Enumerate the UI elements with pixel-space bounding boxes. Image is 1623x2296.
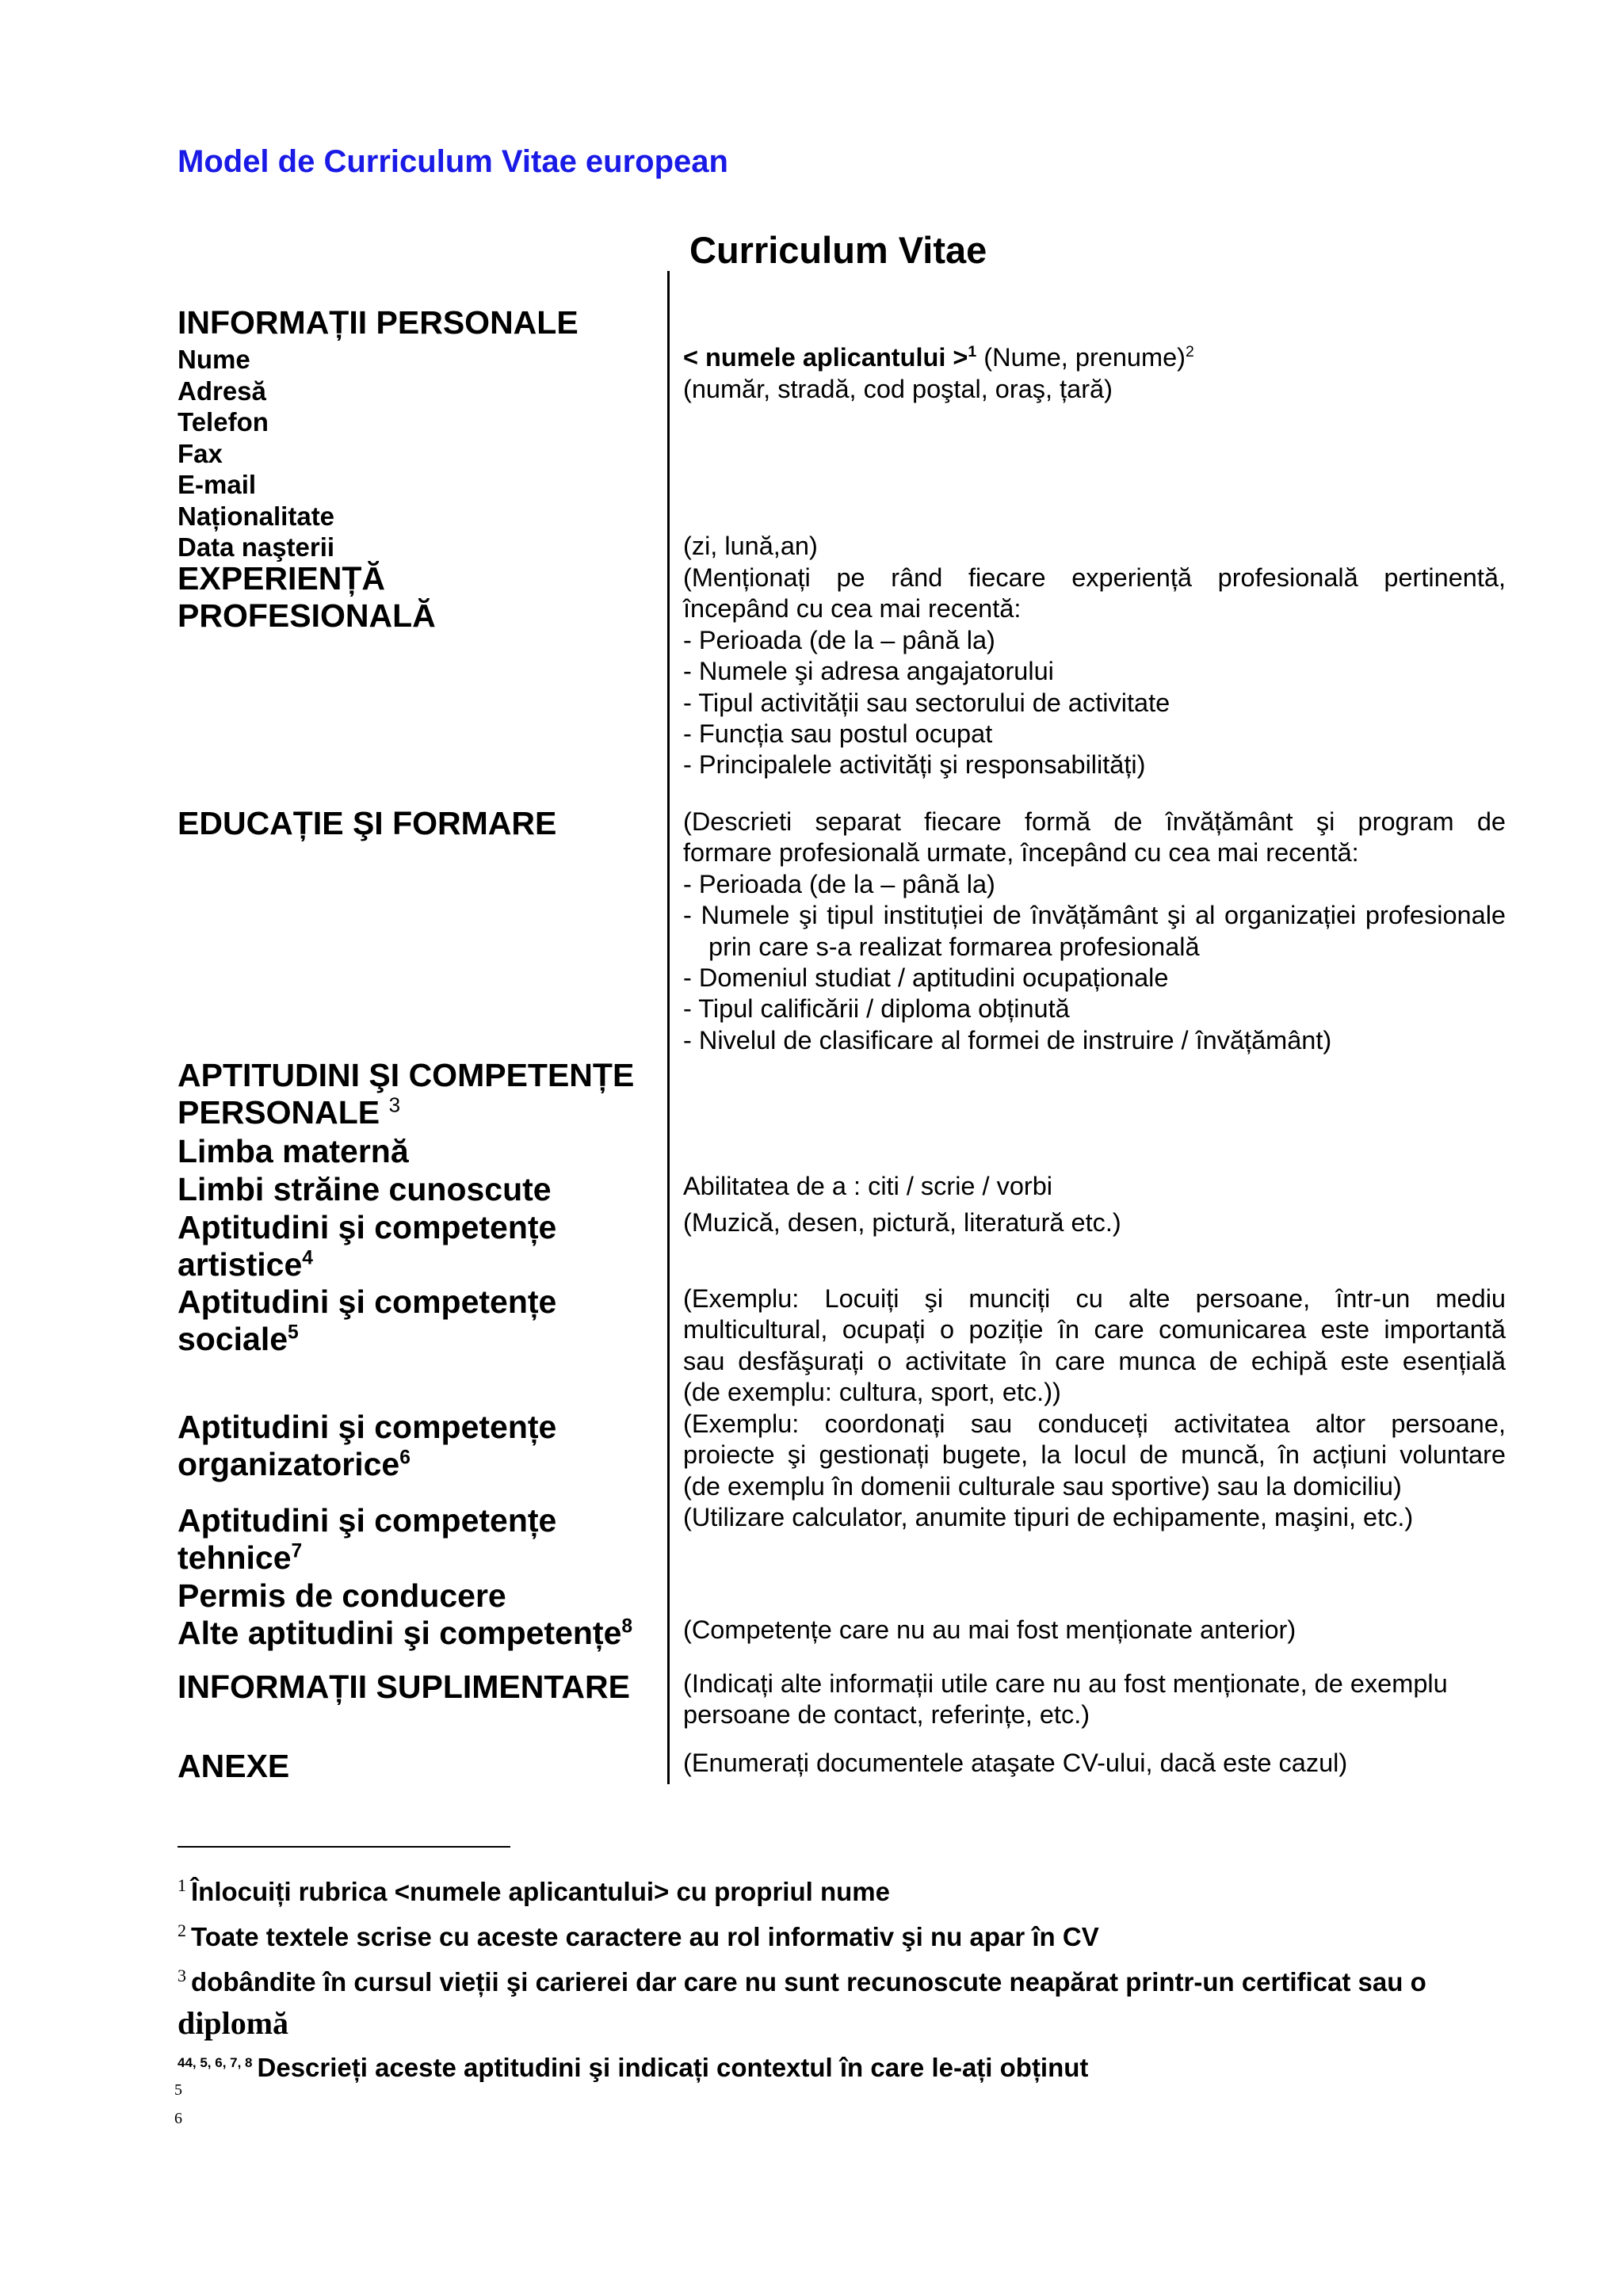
education-item: - Tipul calificării / diploma obținută xyxy=(683,994,1070,1024)
education-item: - Numele şi tipul instituției de învățământ şi al organizației profesionale prin care s-a realizat formarea profesională xyxy=(683,901,1506,961)
label-technical-line1: Aptitudini şi competențe xyxy=(178,1502,557,1539)
label-fax: Fax xyxy=(178,439,223,468)
education-item: - Domeniul studiat / aptitudini ocupaționale xyxy=(683,963,1169,993)
label-name: Nume xyxy=(178,345,250,374)
experience-item: - Funcția sau postul ocupat xyxy=(683,719,993,749)
social-line1: (Exemplu: Locuiți şi munciți cu alte persoane, într-un mediu xyxy=(683,1284,1506,1313)
footnote-2-text: Toate textele scrise cu aceste caractere au rol informativ şi nu apar în CV xyxy=(191,1922,1099,1951)
section-experience-line2: PROFESIONALĂ xyxy=(178,597,436,634)
value-name xyxy=(683,342,1506,373)
footnote-2 xyxy=(178,1915,1099,1953)
social-line2: multicultural, ocupați o poziție în care comunicarea este importantă xyxy=(683,1315,1506,1344)
footnote-3-number: 3 xyxy=(178,1966,186,1985)
other-footnote-ref: 8 xyxy=(621,1615,633,1638)
footnote-2-number: 2 xyxy=(178,1920,186,1940)
footnote-3-text: dobândite în cursul vieții şi carierei dar care nu sunt recunoscute neapărat printr-un certificat sau o xyxy=(191,1967,1426,1997)
label-social-skills xyxy=(178,1283,556,1358)
label-email: E-mail xyxy=(178,470,257,499)
label-artistic-line1: Aptitudini şi competențe xyxy=(178,1209,557,1245)
name-footnote-ref-2: 2 xyxy=(1185,343,1194,361)
footnote-4 xyxy=(178,2047,1088,2084)
label-phone: Telefon xyxy=(178,407,269,437)
label-foreign-languages: Limbi străine cunoscute xyxy=(178,1171,552,1207)
label-artistic-line2: artistice xyxy=(178,1246,303,1283)
page-heading: Model de Curriculum Vitae european xyxy=(178,144,728,179)
label-organizational-line2: organizatorice xyxy=(178,1446,400,1482)
label-technical-line2: tehnice xyxy=(178,1539,292,1576)
value-foreign-languages: Abilitatea de a : citi / scrie / vorbi xyxy=(683,1172,1053,1200)
label-driving-license: Permis de conducere xyxy=(178,1577,506,1614)
label-nationality: Naționalitate xyxy=(178,502,335,531)
label-technical-skills xyxy=(178,1502,556,1577)
footnote-1-number: 1 xyxy=(178,1875,186,1895)
label-birthdate: Data naşterii xyxy=(178,532,335,562)
education-intro-line1: (Descrieti separat fiecare formă de învățământ şi program de xyxy=(683,807,1506,836)
value-annexes: (Enumerați documentele ataşate CV-ului, dacă este cazul) xyxy=(683,1749,1348,1777)
section-skills xyxy=(178,1057,634,1131)
experience-item: - Tipul activității sau sectorului de activitate xyxy=(683,688,1170,717)
label-organizational-line1: Aptitudini şi competențe xyxy=(178,1409,557,1445)
footnote-6-marker: 6 xyxy=(174,2110,182,2127)
section-experience-line1: EXPERIENȚĂ xyxy=(178,560,385,597)
experience-item: - Perioada (de la – până la) xyxy=(683,625,995,654)
value-experience xyxy=(683,563,1506,781)
experience-intro-line1: (Menționați pe rând fiecare experiență profesională pertinentă, xyxy=(683,563,1506,592)
additional-line2: persoane de contact, referințe, etc.) xyxy=(683,1700,1090,1730)
cv-title: Curriculum Vitae xyxy=(689,229,987,271)
column-divider xyxy=(667,271,670,1784)
section-additional-info: INFORMAȚII SUPLIMENTARE xyxy=(178,1669,630,1705)
organizational-footnote-ref: 6 xyxy=(399,1447,411,1469)
technical-footnote-ref: 7 xyxy=(291,1540,303,1562)
footnote-5-marker: 5 xyxy=(174,2081,182,2099)
name-footnote-ref-1: 1 xyxy=(968,343,977,361)
label-other-text: Alte aptitudini şi competențe xyxy=(178,1615,622,1651)
value-artistic-skills: (Muzică, desen, pictură, literatură etc.) xyxy=(683,1208,1121,1237)
value-education xyxy=(683,807,1506,1056)
value-other-skills: (Competențe care nu au mai fost menționate anterior) xyxy=(683,1615,1296,1644)
section-skills-line2: PERSONALE xyxy=(178,1094,380,1131)
additional-line1: (Indicați alte informații utile care nu au fost menționate, de exemplu xyxy=(683,1669,1448,1698)
value-technical-skills: (Utilizare calculator, anumite tipuri de echipamente, maşini, etc.) xyxy=(683,1503,1414,1531)
label-organizational-skills xyxy=(178,1409,556,1483)
footnote-1-text: Înlocuiți rubrica <numele aplicantului> cu propriul nume xyxy=(191,1877,890,1906)
value-address: (număr, stradă, cod poştal, oraş, țară) xyxy=(683,375,1113,403)
education-intro-line2: formare profesională urmate, începând cu cea mai recentă: xyxy=(683,838,1359,868)
footnote-4-text: Descrieți aceste aptitudini şi indicați contextul în care le-ați obținut xyxy=(257,2053,1089,2082)
section-skills-line1: APTITUDINI ŞI COMPETENȚE xyxy=(178,1057,635,1093)
experience-item: - Numele şi adresa angajatorului xyxy=(683,657,1054,686)
education-item: - Nivelul de clasificare al formei de instruire / învățământ) xyxy=(683,1025,1332,1055)
organizational-line2: proiecte şi gestionați bugete, la locul de muncă, în acțiuni voluntare xyxy=(683,1440,1506,1470)
value-organizational-skills xyxy=(683,1409,1506,1502)
footnote-4-numbers: 44, 5, 6, 7, 8 xyxy=(178,2055,253,2070)
section-education: EDUCAȚIE ŞI FORMARE xyxy=(178,805,557,841)
section-experience xyxy=(178,560,436,635)
value-social-skills xyxy=(683,1283,1506,1409)
skills-footnote-ref: 3 xyxy=(388,1093,401,1117)
footnote-separator xyxy=(178,1846,510,1848)
social-line3: sau desfăşurați o activitate în care munca de echipă este esențială xyxy=(683,1346,1506,1375)
label-artistic-skills xyxy=(178,1209,556,1283)
label-social-line2: sociale xyxy=(178,1321,288,1357)
experience-item: - Principalele activități şi responsabilități) xyxy=(683,750,1146,780)
artistic-footnote-ref: 4 xyxy=(302,1247,313,1269)
label-address: Adresă xyxy=(178,376,266,406)
applicant-name-placeholder: < numele aplicantului > xyxy=(683,343,968,372)
footnote-3 xyxy=(178,1960,1426,1998)
value-birthdate: (zi, lună,an) xyxy=(683,532,818,560)
social-footnote-ref: 5 xyxy=(288,1322,299,1344)
section-annexes: ANEXE xyxy=(178,1748,290,1784)
footnote-3-continuation: diplomă xyxy=(178,2005,289,2041)
label-social-line1: Aptitudini şi competențe xyxy=(178,1283,557,1320)
experience-intro-line2: începând cu cea mai recentă: xyxy=(683,594,1022,624)
value-additional-info xyxy=(683,1669,1506,1731)
footnote-1 xyxy=(178,1870,890,1908)
social-line4: (de exemplu: cultura, sport, etc.)) xyxy=(683,1378,1061,1407)
label-other-skills xyxy=(178,1615,632,1652)
education-item: - Perioada (de la – până la) xyxy=(683,869,995,898)
organizational-line3: (de exemplu în domenii culturale sau sportive) sau la domiciliu) xyxy=(683,1471,1402,1501)
section-personal-info: INFORMAȚII PERSONALE xyxy=(178,304,579,341)
name-hint: (Nume, prenume) xyxy=(976,343,1186,372)
label-mother-tongue: Limba maternă xyxy=(178,1133,409,1169)
organizational-line1: (Exemplu: coordonați sau conduceți activitatea altor persoane, xyxy=(683,1409,1506,1438)
